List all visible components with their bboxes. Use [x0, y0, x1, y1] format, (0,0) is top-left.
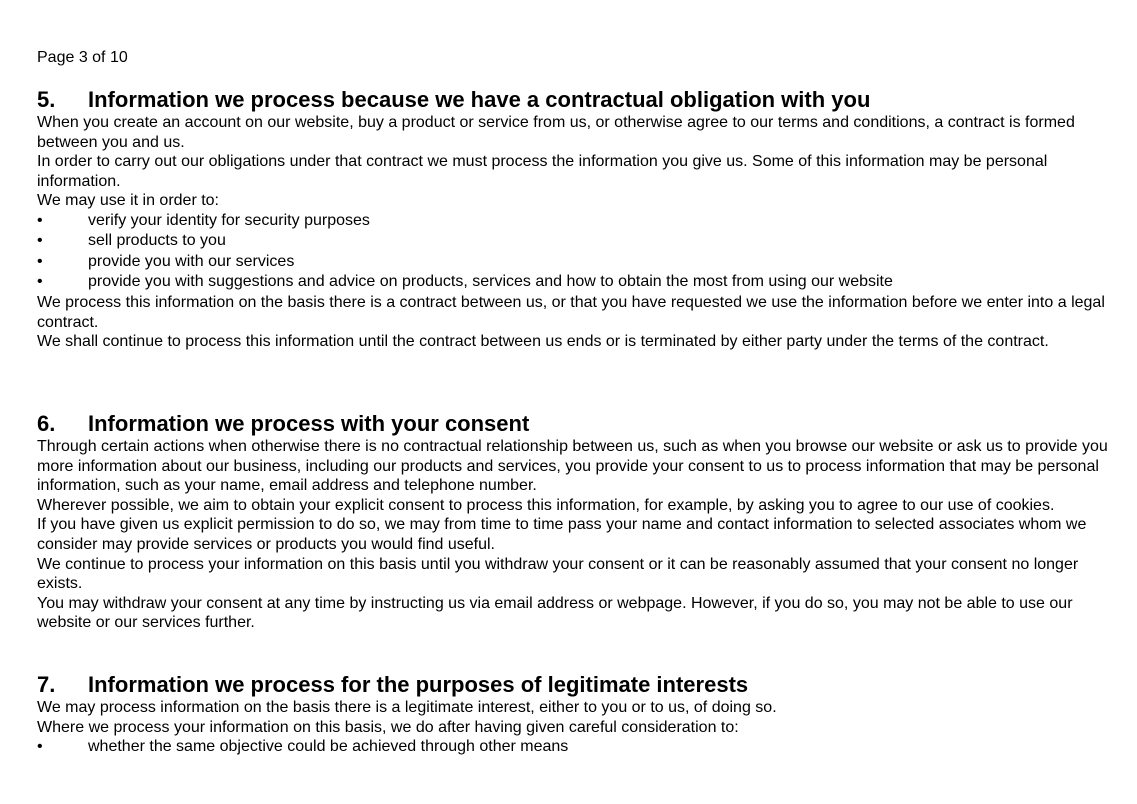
- list-item: [37, 231, 1117, 252]
- section-heading: [37, 411, 1117, 437]
- bullet-icon: •: [37, 232, 43, 250]
- paragraph: In order to carry out our obligations under that contract we must process the information you give us. Some of this information may be personal information.: [37, 153, 1048, 190]
- list-item-text: whether the same objective could be achieved through other means: [88, 738, 569, 756]
- paragraph: We process this information on the basis there is a contract between us, or that you have requested we use the information before we enter into a legal contract.: [37, 293, 1105, 331]
- list-item: [37, 272, 1117, 293]
- bullet-icon: •: [37, 211, 43, 229]
- list-item: [37, 211, 1117, 232]
- page-number: Page 3 of 10: [37, 49, 128, 66]
- paragraph: We may use it in order to:: [37, 192, 219, 210]
- bullet-icon: •: [37, 252, 43, 270]
- section-heading: [37, 87, 1117, 113]
- section-7: [37, 672, 1117, 758]
- paragraph: Wherever possible, we aim to obtain your explicit consent to process this information, for example, by asking you to agree to our use of cookies.: [37, 496, 1055, 514]
- section-heading: [37, 672, 1117, 698]
- paragraph: You may withdraw your consent at any time by instructing us via email address or webpage. However, if you do so, you may not be able to use our website or our services further.: [37, 594, 1073, 632]
- list-item-text: verify your identity for security purposes: [88, 211, 370, 229]
- list-item: [37, 252, 1117, 273]
- paragraph: We continue to process your information on this basis until you withdraw your consent or it can be reasonably assumed that your consent no longer exists.: [37, 555, 1079, 593]
- section-title: Information we process because we have a contractual obligation with you: [88, 87, 871, 112]
- section-5: [37, 87, 1117, 352]
- section-title: Information we process with your consent: [88, 411, 530, 436]
- paragraph: When you create an account on our website, buy a product or service from us, or otherwise agree to our terms and conditions, a contract is formed between you and us.: [37, 114, 1075, 151]
- list-item-text: provide you with our services: [88, 252, 295, 270]
- section-number: 5.: [37, 87, 56, 112]
- list-item-text: sell products to you: [88, 232, 226, 250]
- section-number: 7.: [37, 672, 56, 697]
- paragraph: Through certain actions when otherwise there is no contractual relationship between us, such as when you browse our website or ask us to provide you more information about our business, including our products and services, you provide your consent to us to process information that may be personal information, such as your name, email address and telephone number.: [37, 438, 1108, 495]
- paragraph: We shall continue to process this information until the contract between us ends or is terminated by either party under the terms of the contract.: [37, 333, 1049, 351]
- paragraph: We may process information on the basis there is a legitimate interest, either to you or to us, of doing so.: [37, 699, 777, 716]
- bullet-icon: •: [37, 738, 43, 756]
- section-title: Information we process for the purposes of legitimate interests: [88, 672, 749, 697]
- bullet-icon: •: [37, 273, 43, 291]
- section-number: 6.: [37, 411, 56, 436]
- paragraph: If you have given us explicit permission to do so, we may from time to time pass your name and contact information to selected associates whom we consider may provide services or products you would find useful.: [37, 516, 1087, 553]
- paragraph: Where we process your information on this basis, we do after having given careful consideration to:: [37, 718, 739, 736]
- list-item-text: provide you with suggestions and advice on products, services and how to obtain the most from using our website: [88, 273, 893, 291]
- bullet-list: [37, 211, 1117, 293]
- list-item: [37, 737, 1117, 758]
- section-6: [37, 411, 1117, 633]
- bullet-list: [37, 737, 1117, 758]
